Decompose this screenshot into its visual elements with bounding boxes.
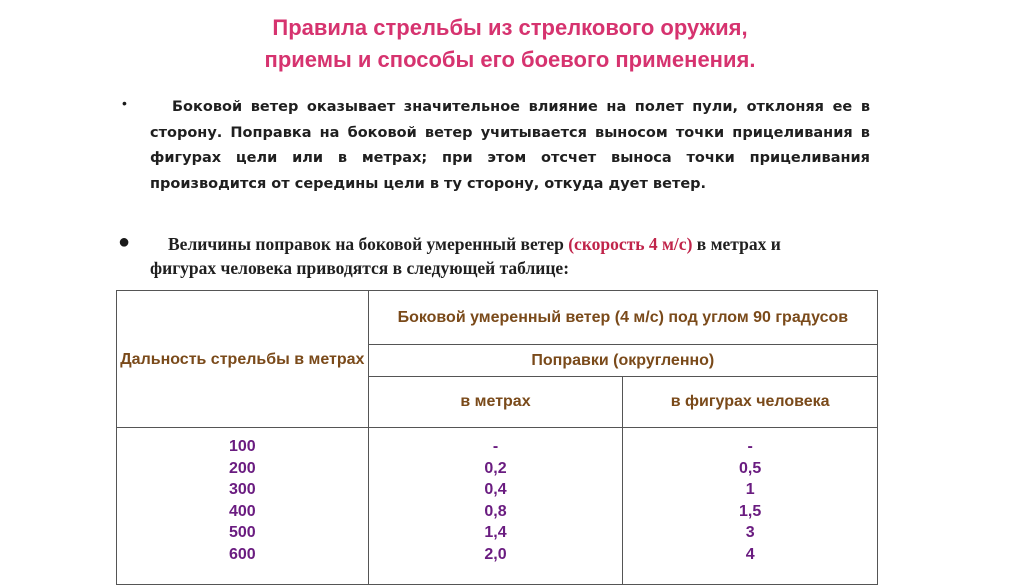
range-values-cell xyxy=(117,428,369,585)
figures-column-header: в фигурах человека xyxy=(623,376,878,427)
figures-values-list xyxy=(623,436,877,565)
range-value: 200 xyxy=(228,459,256,477)
corrections-header: Поправки (округленно) xyxy=(368,345,877,376)
meters-value: 0,2 xyxy=(484,459,507,477)
range-value: 300 xyxy=(228,481,256,498)
range-values-list xyxy=(117,436,368,565)
meters-value: - xyxy=(492,438,499,455)
meters-value: 0,4 xyxy=(484,481,507,498)
figures-value: 1 xyxy=(745,481,755,498)
wind-header: Боковой умеренный ветер (4 м/с) под углом 90 градусов xyxy=(368,291,877,345)
intro-text-end: в метрах и фигурах человека приводятся в следующей таблице: xyxy=(150,234,781,278)
figures-value: 1,5 xyxy=(739,502,762,520)
range-value: 500 xyxy=(228,524,256,541)
figures-value: 4 xyxy=(745,545,755,563)
figures-value: - xyxy=(747,438,753,455)
bullet-paragraph-table-intro xyxy=(118,232,870,280)
wind-correction-table xyxy=(116,290,878,585)
range-value: 600 xyxy=(228,545,256,563)
range-value: 100 xyxy=(228,438,256,455)
title-line-2: приемы и способы его боевого применения. xyxy=(264,47,756,72)
bullet-paragraph-wind xyxy=(118,95,870,197)
figures-value: 3 xyxy=(745,524,755,541)
wind-explanation-text: Боковой ветер оказывает значительное влияние на полет пули, отклоняя ее в сторону. Поправка на боковой ветер учитывается выносом точки прицеливания в фигурах цели или в метрах; при этом отсчет выноса точки прицеливания производится от середины цели в ту сторону, откуда дует ветер. xyxy=(150,99,870,192)
range-header: Дальность стрельбы в метрах xyxy=(117,291,369,428)
meters-value: 2,0 xyxy=(484,545,507,563)
bullet-marker: • xyxy=(122,95,127,111)
meters-value: 0,8 xyxy=(484,502,507,520)
meters-values-cell xyxy=(368,428,623,585)
title-line-1: Правила стрельбы из стрелкового оружия, xyxy=(272,15,748,40)
intro-text-start: Величины поправок на боковой умеренный ветер xyxy=(168,234,569,254)
figures-value: 0,5 xyxy=(739,459,762,477)
bullet-marker: ● xyxy=(118,231,131,253)
meters-value: 1,4 xyxy=(484,524,507,541)
wind-speed-accent: (скорость 4 м/с) xyxy=(568,234,693,254)
page-title xyxy=(120,12,900,76)
figures-values-cell xyxy=(623,428,878,585)
range-value: 400 xyxy=(228,502,256,520)
table-intro-text xyxy=(150,232,840,280)
meters-values-list xyxy=(369,436,623,565)
meters-column-header: в метрах xyxy=(368,376,623,427)
